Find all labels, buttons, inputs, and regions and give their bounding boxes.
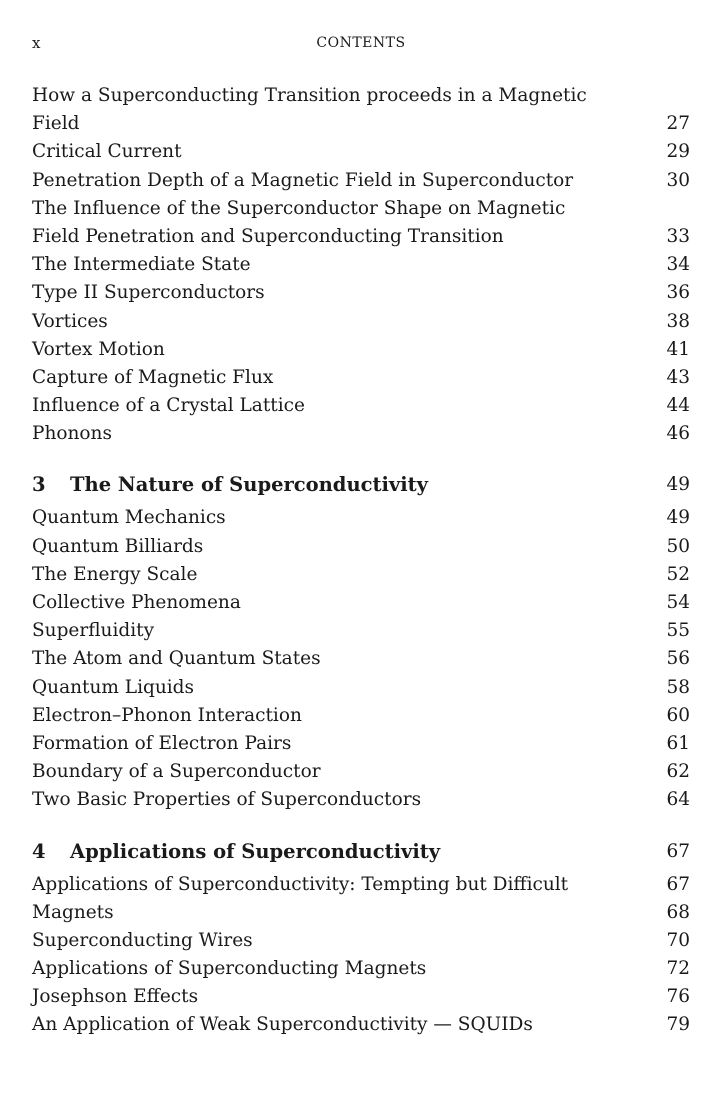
chapter-3-entries (32, 504, 690, 814)
toc-entry-page: 38 (666, 310, 690, 332)
toc-entry (32, 167, 690, 195)
toc-entry-page: 58 (666, 676, 690, 698)
toc-entry (32, 730, 690, 758)
toc-entry-page: 34 (666, 254, 690, 276)
toc-entry-title: Influence of a Crystal Lattice (32, 395, 305, 417)
toc-entry-title: The Energy Scale (32, 563, 198, 585)
toc-entry (32, 138, 690, 166)
toc-entry-title: Quantum Mechanics (32, 507, 226, 529)
toc-entry (32, 82, 690, 110)
toc-entry-title: Superconducting Wires (32, 929, 253, 951)
toc-entry-title: Formation of Electron Pairs (32, 732, 292, 754)
toc-entry-page: 44 (666, 395, 690, 417)
toc-entry (32, 251, 690, 279)
chapter-heading-3 (32, 468, 690, 502)
toc-entry-title: An Application of Weak Superconductivity — SQUIDs (32, 1014, 533, 1036)
toc-entry-title: Applications of Superconducting Magnets (32, 958, 427, 980)
toc-entry-title: Josephson Effects (32, 986, 199, 1008)
toc-entry (32, 955, 690, 983)
toc-entry-title: Electron–Phonon Interaction (32, 704, 302, 726)
toc-entry (32, 645, 690, 673)
toc-entry-page: 43 (666, 366, 690, 388)
toc-entry-page: 54 (666, 592, 690, 613)
toc-entry (32, 195, 690, 223)
toc-entry-title: The Atom and Quantum States (32, 648, 321, 670)
toc-entry (32, 617, 690, 645)
toc-entry-page: 46 (666, 423, 690, 445)
toc-entry-page: 33 (666, 225, 690, 247)
toc-entry (32, 674, 690, 702)
toc-entry (32, 983, 690, 1011)
toc-entry-title: Penetration Depth of a Magnetic Field in Superconductor (32, 169, 574, 191)
toc-entry-title: Phonons (32, 423, 112, 445)
toc-entry (32, 589, 690, 617)
toc-entry-page: 79 (666, 1014, 690, 1036)
toc-entry (32, 561, 690, 589)
toc-entry (32, 223, 690, 251)
toc-entry (32, 279, 690, 307)
toc-entry-page: 72 (666, 958, 690, 980)
toc-entry-title: Quantum Billiards (32, 535, 204, 557)
chapter-title: The Nature of Superconductivity (70, 473, 428, 497)
toc-entry (32, 533, 690, 561)
toc-entry-page: 27 (666, 113, 690, 135)
toc-entry-page: 64 (666, 789, 690, 811)
chapter-title: Applications of Superconductivity (70, 839, 441, 863)
toc-section-continued (32, 82, 690, 448)
toc-entry-page: 29 (666, 141, 690, 163)
toc-entry-page: 56 (666, 648, 690, 670)
toc-entry-title: Two Basic Properties of Superconductors (32, 789, 422, 811)
toc-entry-page: 62 (666, 761, 690, 783)
toc-entry-page: 60 (666, 704, 690, 726)
toc-entry (32, 786, 690, 814)
toc-entry-page: 61 (666, 732, 690, 754)
toc-entry (32, 110, 690, 138)
toc-entry-page: 36 (666, 282, 690, 304)
toc-entry-title: Vortex Motion (32, 338, 165, 360)
table-of-contents (32, 82, 690, 1040)
toc-entry-page: 55 (666, 620, 690, 642)
toc-entry-title: Applications of Superconductivity: Tempting but Difficult (32, 873, 569, 895)
toc-entry-title: Capture of Magnetic Flux (32, 366, 274, 388)
toc-entry (32, 899, 690, 927)
toc-entry-title: Critical Current (32, 141, 182, 163)
toc-entry-title: Vortices (32, 310, 108, 332)
chapter-4-entries (32, 871, 690, 1040)
toc-entry-title: The Influence of the Superconductor Shape on Magnetic (32, 197, 566, 219)
toc-entry-page: 70 (666, 929, 690, 951)
toc-entry-title: Field (32, 113, 80, 135)
toc-entry-title: The Intermediate State (32, 254, 251, 276)
toc-entry-title: Type II Superconductors (32, 282, 265, 304)
toc-entry (32, 702, 690, 730)
chapter-page: 67 (666, 840, 690, 862)
toc-entry-page: 68 (666, 901, 690, 923)
toc-entry-title: Field Penetration and Superconducting Transition (32, 225, 504, 247)
toc-entry (32, 392, 690, 420)
toc-entry-title: Superfluidity (32, 620, 155, 642)
toc-entry-title: Quantum Liquids (32, 676, 195, 698)
toc-entry (32, 1011, 690, 1039)
toc-entry (32, 871, 690, 899)
running-head-title: CONTENTS (316, 35, 406, 51)
toc-entry (32, 364, 690, 392)
page-number: x (32, 34, 41, 52)
toc-entry-page: 52 (666, 563, 690, 585)
toc-entry (32, 336, 690, 364)
toc-entry-title: Magnets (32, 901, 114, 923)
toc-entry-page: 76 (666, 986, 690, 1008)
toc-entry-page: 50 (666, 535, 690, 557)
toc-entry-page: 30 (666, 169, 690, 191)
toc-entry (32, 420, 690, 448)
toc-entry (32, 504, 690, 532)
chapter-heading-4 (32, 835, 690, 869)
toc-entry (32, 927, 690, 955)
chapter-page: 49 (666, 474, 690, 496)
toc-entry (32, 308, 690, 336)
toc-entry-title: Boundary of a Superconductor (32, 761, 321, 783)
toc-entry-page: 41 (666, 338, 690, 360)
chapter-number: 4 (32, 839, 46, 863)
toc-entry-page: 67 (666, 873, 690, 895)
chapter-number: 3 (32, 473, 46, 497)
running-head (32, 34, 690, 58)
toc-entry-title: How a Superconducting Transition proceeds in a Magnetic (32, 85, 587, 106)
toc-entry-title: Collective Phenomena (32, 592, 241, 613)
toc-entry (32, 758, 690, 786)
toc-entry-page: 49 (666, 507, 690, 529)
